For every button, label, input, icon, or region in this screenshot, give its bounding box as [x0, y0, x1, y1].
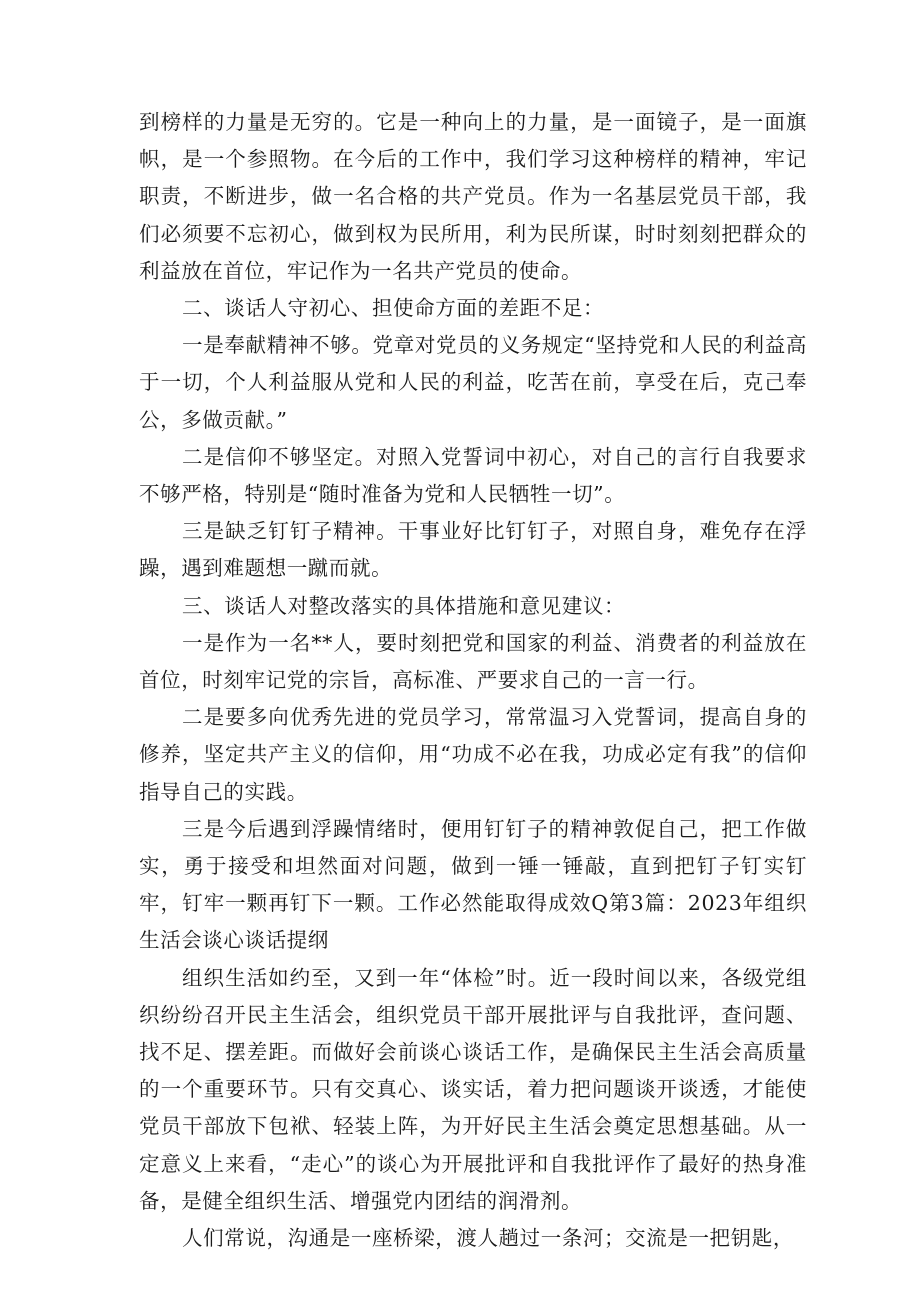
- paragraph-5: 三是缺乏钉钉子精神。干事业好比钉钉子，对照自身，难免存在浮躁，遇到难题想一蹴而就。: [139, 519, 807, 581]
- section-heading-3: 三、谈话人对整改落实的具体措施和意见建议：: [182, 593, 626, 618]
- paragraph-11: 人们常说，沟通是一座桥梁，渡人趟过一条河；交流是一把钥匙，: [182, 1226, 794, 1251]
- document-body: [139, 104, 807, 1257]
- paragraph-9: 三是今后遇到浮躁情绪时，便用钉钉子的精神敦促自己，把工作做实，勇于接受和坦然面对问题，做到一锤一锤敲，直到把钉子钉实钉牢，钉牢一颗再钉下一颗。工作必然能取得成效Q第3篇：2023年组织生活会谈心谈话提纲: [139, 816, 807, 953]
- paragraph-1: 到榜样的力量是无穷的。它是一种向上的力量，是一面镜子，是一面旗帜，是一个参照物。在今后的工作中，我们学习这种榜样的精神，牢记职责，不断进步，做一名合格的共产党员。作为一名基层党员干部，我们必须要不忘初心，做到权为民所用，利为民所谋，时时刻刻把群众的利益放在首位，牢记作为一名共产党员的使命。: [139, 110, 807, 283]
- section-heading-2: 二、谈话人守初心、担使命方面的差距不足：: [182, 296, 605, 321]
- paragraph-7: 一是作为一名**人，要时刻把党和国家的利益、消费者的利益放在首位，时刻牢记党的宗旨，高标准、严要求自己的一言一行。: [139, 630, 807, 693]
- paragraph-4: 二是信仰不够坚定。对照入党誓词中初心，对自己的言行自我要求不够严格，特别是“随时准备为党和人民牺牲一切”。: [139, 444, 807, 507]
- paragraph-10: 组织生活如约至，又到一年“体检”时。近一段时间以来，各级党组织纷纷召开民主生活会，组织党员干部开展批评与自我批评，查问题、找不足、摆差距。而做好会前谈心谈话工作，是确保民主生活会高质量的一个重要环节。只有交真心、谈实话，着力把问题谈开谈透，才能使党员干部放下包袱、轻装上阵，为开好民主生活会奠定思想基础。从一定意义上来看，“走心”的谈心为开展批评和自我批评作了最好的热身准备，是健全组织生活、增强党内团结的润滑剂。: [139, 965, 807, 1213]
- paragraph-3: 一是奉献精神不够。党章对党员的义务规定“坚持党和人民的利益高于一切，个人利益服从党和人民的利益，吃苦在前，享受在后，克己奉公，多做贡献。”: [139, 333, 807, 432]
- paragraph-8: 二是要多向优秀先进的党员学习，常常温习入党誓词，提高自身的修养，坚定共产主义的信仰，用“功成不必在我，功成必定有我”的信仰指导自己的实践。: [139, 705, 807, 804]
